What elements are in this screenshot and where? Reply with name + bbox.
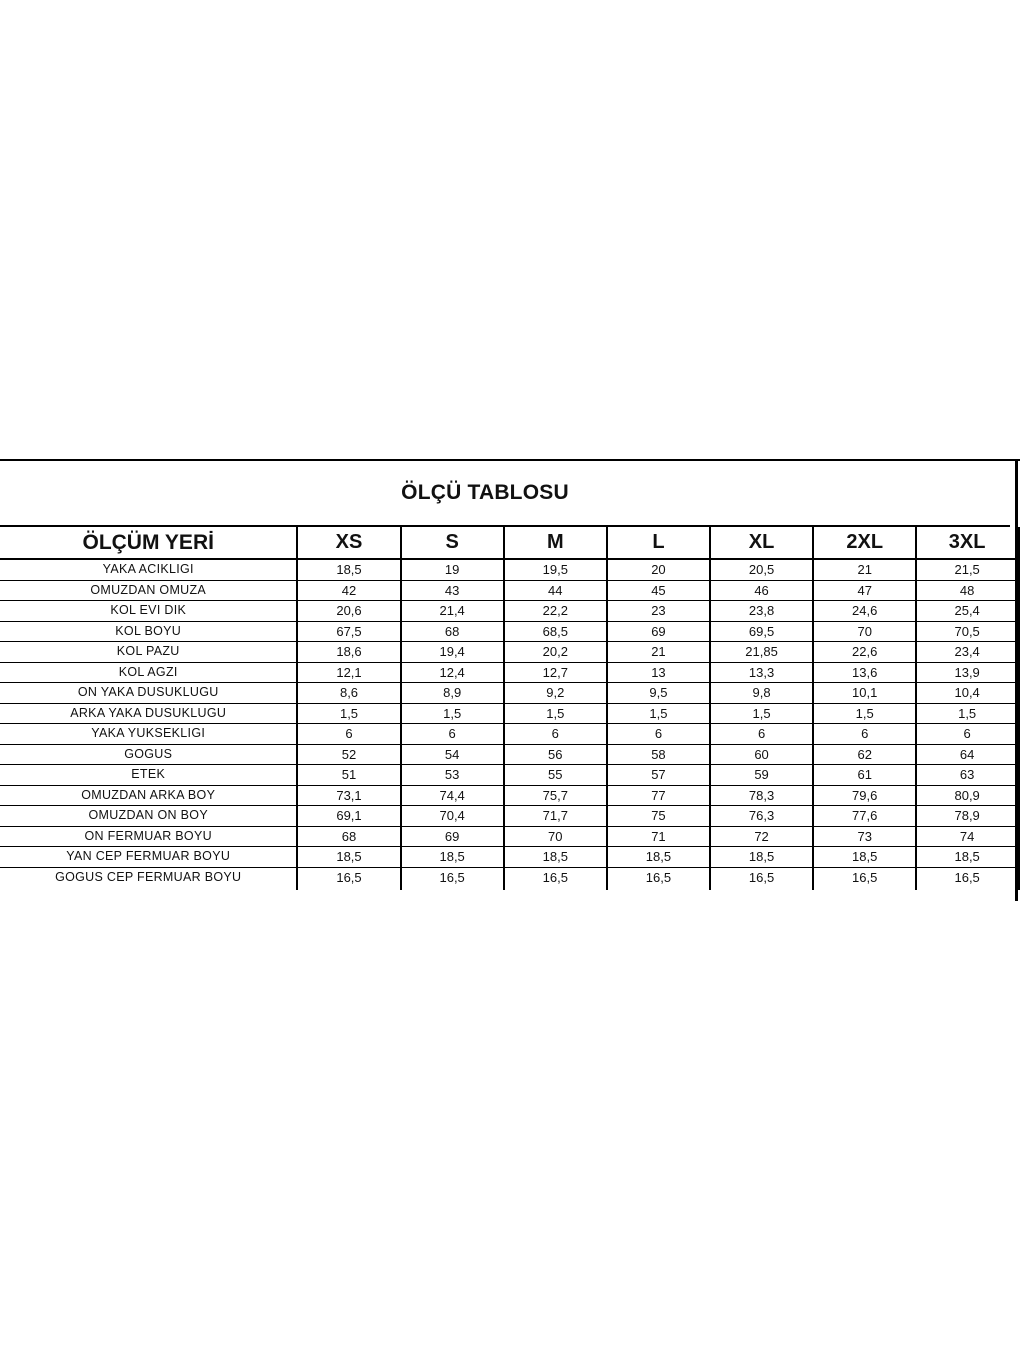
table-cell: 19,5: [504, 559, 607, 580]
chart-title: ÖLÇÜ TABLOSU: [401, 481, 569, 504]
table-cell: 76,3: [710, 806, 813, 827]
table-cell: 53: [401, 765, 504, 786]
column-header-3xl: 3XL: [916, 527, 1018, 559]
row-label: OMUZDAN ON BOY: [0, 806, 297, 827]
table-cell: 69,1: [297, 806, 400, 827]
table-cell: 16,5: [813, 867, 916, 890]
table-cell: 54: [401, 744, 504, 765]
table-cell: 67,5: [297, 621, 400, 642]
table-cell: 22,6: [813, 642, 916, 663]
table-cell: 68,5: [504, 621, 607, 642]
table-cell: 63: [916, 765, 1018, 786]
table-cell: 79,6: [813, 785, 916, 806]
table-cell: 57: [607, 765, 710, 786]
table-cell: 9,2: [504, 683, 607, 704]
table-cell: 18,5: [916, 847, 1018, 868]
table-cell: 21,5: [916, 559, 1018, 580]
table-cell: 77: [607, 785, 710, 806]
table-cell: 13,9: [916, 662, 1018, 683]
table-row: [0, 621, 1019, 642]
table-cell: 10,1: [813, 683, 916, 704]
row-label: YAKA ACIKLIGI: [0, 559, 297, 580]
table-row: [0, 662, 1019, 683]
size-chart: [0, 459, 1020, 899]
table-cell: 6: [401, 724, 504, 745]
table-cell: 6: [710, 724, 813, 745]
column-header-xs: XS: [297, 527, 400, 559]
table-cell: 9,8: [710, 683, 813, 704]
table-cell: 13,3: [710, 662, 813, 683]
table-cell: 59: [710, 765, 813, 786]
table-cell: 16,5: [401, 867, 504, 890]
table-cell: 56: [504, 744, 607, 765]
table-cell: 13: [607, 662, 710, 683]
table-row: [0, 765, 1019, 786]
table-cell: 6: [813, 724, 916, 745]
table-cell: 51: [297, 765, 400, 786]
row-label: ETEK: [0, 765, 297, 786]
table-cell: 78,3: [710, 785, 813, 806]
row-label: YAN CEP FERMUAR BOYU: [0, 847, 297, 868]
table-cell: 75,7: [504, 785, 607, 806]
table-cell: 6: [916, 724, 1018, 745]
row-label: OMUZDAN ARKA BOY: [0, 785, 297, 806]
table-row: [0, 559, 1019, 580]
title-row: [0, 461, 1010, 527]
table-cell: 1,5: [813, 703, 916, 724]
table-cell: 25,4: [916, 601, 1018, 622]
table-cell: 58: [607, 744, 710, 765]
table-cell: 22,2: [504, 601, 607, 622]
column-header-xl: XL: [710, 527, 813, 559]
row-label: GOGUS CEP FERMUAR BOYU: [0, 867, 297, 890]
table-row: [0, 867, 1019, 890]
table-cell: 68: [297, 826, 400, 847]
table-cell: 75: [607, 806, 710, 827]
column-header-s: S: [401, 527, 504, 559]
table-row: [0, 785, 1019, 806]
header-row: [0, 527, 1019, 559]
table-cell: 19,4: [401, 642, 504, 663]
table-cell: 71,7: [504, 806, 607, 827]
table-row: [0, 724, 1019, 745]
table-row: [0, 683, 1019, 704]
table-cell: 12,1: [297, 662, 400, 683]
row-label: KOL PAZU: [0, 642, 297, 663]
table-cell: 18,6: [297, 642, 400, 663]
row-label: ON FERMUAR BOYU: [0, 826, 297, 847]
table-cell: 18,5: [297, 559, 400, 580]
row-label: YAKA YUKSEKLIGI: [0, 724, 297, 745]
table-cell: 1,5: [916, 703, 1018, 724]
table-cell: 1,5: [710, 703, 813, 724]
table-cell: 23: [607, 601, 710, 622]
table-cell: 74,4: [401, 785, 504, 806]
table-cell: 10,4: [916, 683, 1018, 704]
table-cell: 21,85: [710, 642, 813, 663]
column-header-measurement: ÖLÇÜM YERİ: [0, 527, 297, 559]
size-table: [0, 527, 1020, 890]
table-cell: 23,8: [710, 601, 813, 622]
table-cell: 6: [297, 724, 400, 745]
table-cell: 16,5: [710, 867, 813, 890]
table-row: [0, 826, 1019, 847]
column-header-m: M: [504, 527, 607, 559]
table-row: [0, 642, 1019, 663]
table-cell: 8,6: [297, 683, 400, 704]
table-cell: 1,5: [607, 703, 710, 724]
table-cell: 20: [607, 559, 710, 580]
table-cell: 72: [710, 826, 813, 847]
table-cell: 1,5: [401, 703, 504, 724]
table-cell: 18,5: [710, 847, 813, 868]
column-header-2xl: 2XL: [813, 527, 916, 559]
table-cell: 13,6: [813, 662, 916, 683]
table-cell: 69: [607, 621, 710, 642]
table-cell: 18,5: [297, 847, 400, 868]
table-cell: 21,4: [401, 601, 504, 622]
table-row: [0, 580, 1019, 601]
table-cell: 78,9: [916, 806, 1018, 827]
table-cell: 16,5: [297, 867, 400, 890]
table-cell: 43: [401, 580, 504, 601]
table-cell: 23,4: [916, 642, 1018, 663]
table-cell: 70: [504, 826, 607, 847]
table-cell: 21: [607, 642, 710, 663]
table-cell: 6: [504, 724, 607, 745]
table-cell: 74: [916, 826, 1018, 847]
table-cell: 19: [401, 559, 504, 580]
table-body: [0, 559, 1019, 890]
table-cell: 68: [401, 621, 504, 642]
table-cell: 77,6: [813, 806, 916, 827]
table-cell: 48: [916, 580, 1018, 601]
column-header-l: L: [607, 527, 710, 559]
table-cell: 60: [710, 744, 813, 765]
table-cell: 8,9: [401, 683, 504, 704]
table-cell: 12,7: [504, 662, 607, 683]
row-label: ON YAKA DUSUKLUGU: [0, 683, 297, 704]
table-cell: 69,5: [710, 621, 813, 642]
table-cell: 42: [297, 580, 400, 601]
table-cell: 20,6: [297, 601, 400, 622]
table-cell: 16,5: [504, 867, 607, 890]
table-cell: 55: [504, 765, 607, 786]
table-cell: 73,1: [297, 785, 400, 806]
table-cell: 18,5: [401, 847, 504, 868]
table-cell: 61: [813, 765, 916, 786]
table-row: [0, 806, 1019, 827]
table-cell: 6: [607, 724, 710, 745]
table-cell: 18,5: [504, 847, 607, 868]
table-cell: 1,5: [504, 703, 607, 724]
table-row: [0, 703, 1019, 724]
table-cell: 52: [297, 744, 400, 765]
table-cell: 9,5: [607, 683, 710, 704]
row-label: KOL AGZI: [0, 662, 297, 683]
table-row: [0, 601, 1019, 622]
table-cell: 80,9: [916, 785, 1018, 806]
table-cell: 46: [710, 580, 813, 601]
table-row: [0, 847, 1019, 868]
table-cell: 70,4: [401, 806, 504, 827]
table-cell: 69: [401, 826, 504, 847]
row-label: ARKA YAKA DUSUKLUGU: [0, 703, 297, 724]
table-cell: 64: [916, 744, 1018, 765]
table-cell: 44: [504, 580, 607, 601]
table-cell: 62: [813, 744, 916, 765]
table-row: [0, 744, 1019, 765]
table-cell: 18,5: [813, 847, 916, 868]
row-label: KOL EVI DIK: [0, 601, 297, 622]
table-cell: 70,5: [916, 621, 1018, 642]
table-cell: 45: [607, 580, 710, 601]
table-cell: 47: [813, 580, 916, 601]
table-cell: 71: [607, 826, 710, 847]
table-cell: 24,6: [813, 601, 916, 622]
table-cell: 16,5: [607, 867, 710, 890]
table-cell: 12,4: [401, 662, 504, 683]
row-label: OMUZDAN OMUZA: [0, 580, 297, 601]
table-cell: 73: [813, 826, 916, 847]
table-cell: 18,5: [607, 847, 710, 868]
table-cell: 70: [813, 621, 916, 642]
table-cell: 21: [813, 559, 916, 580]
table-cell: 20,5: [710, 559, 813, 580]
row-label: GOGUS: [0, 744, 297, 765]
table-cell: 1,5: [297, 703, 400, 724]
table-cell: 16,5: [916, 867, 1018, 890]
table-cell: 20,2: [504, 642, 607, 663]
row-label: KOL BOYU: [0, 621, 297, 642]
